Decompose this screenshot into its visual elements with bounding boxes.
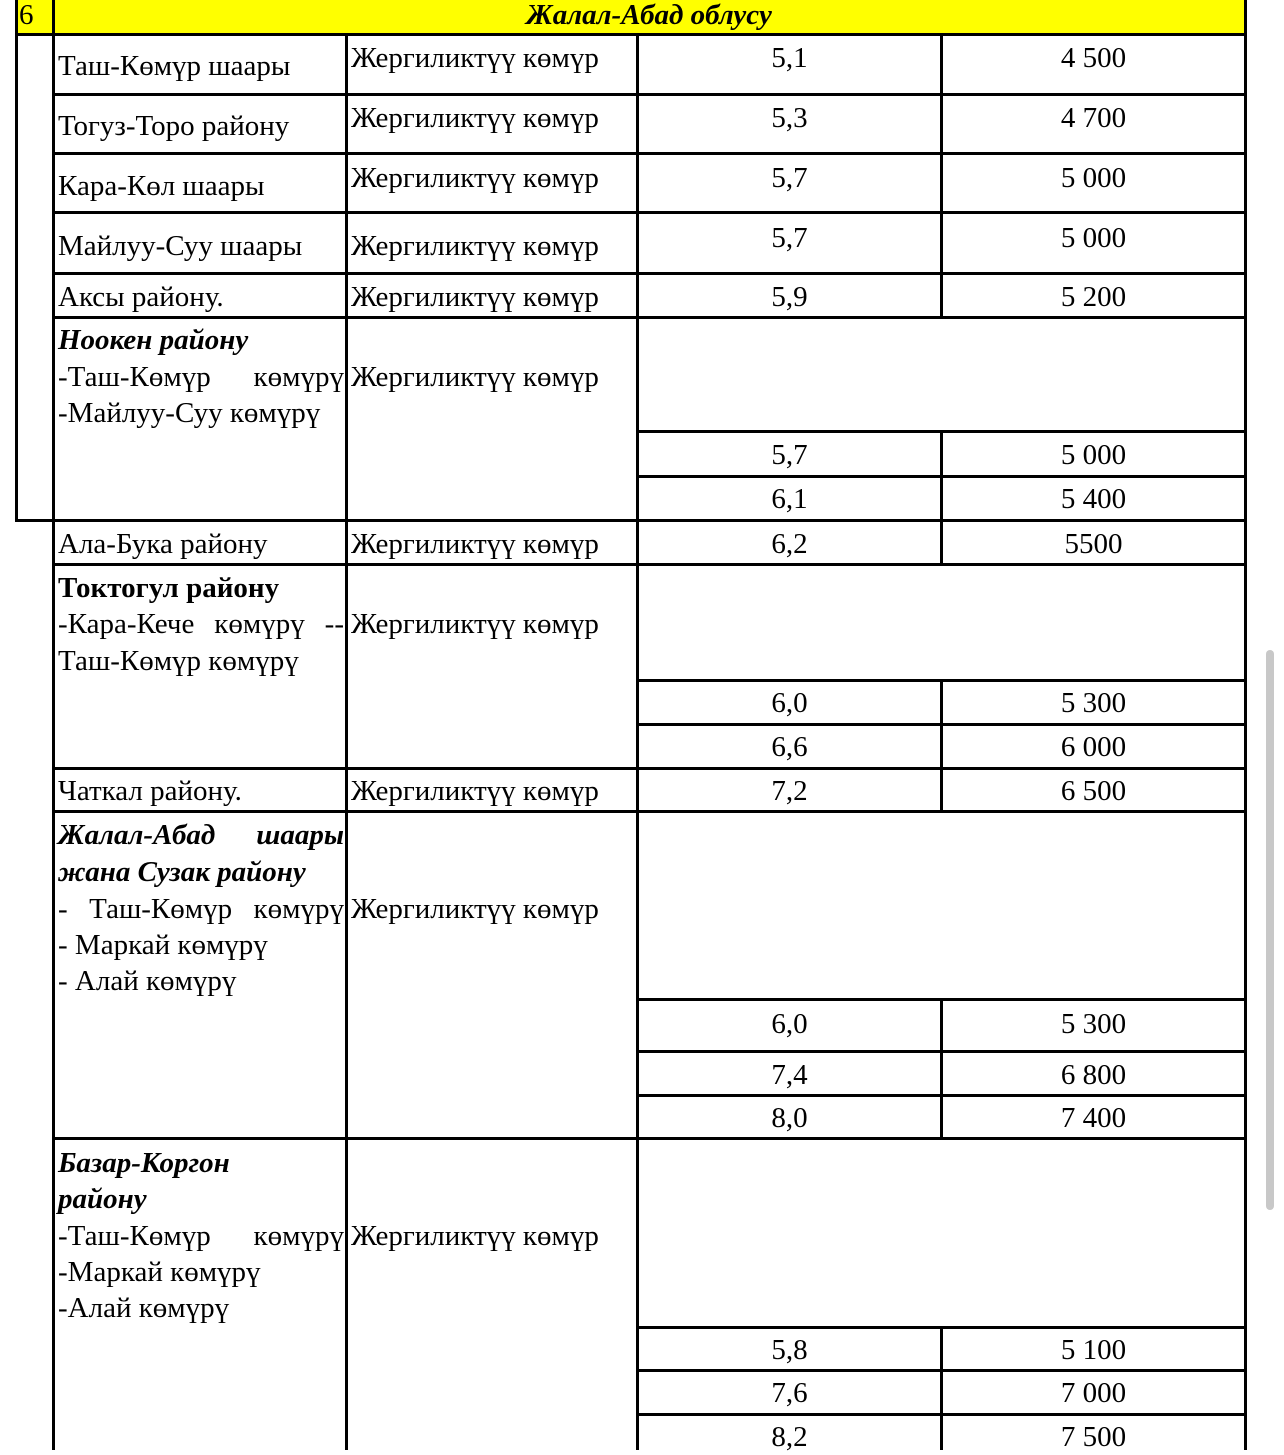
toktogul-value-1: 6,6 <box>771 731 808 763</box>
nooken-value-1: 5,7 <box>771 439 808 471</box>
row-value-2: 4 500 <box>1060 42 1127 74</box>
toktogul-value-2: 6 000 <box>1060 731 1127 763</box>
row-value-1: 5,1 <box>771 42 808 74</box>
chatkal-fuel: Жергиликтүү көмүр <box>351 775 599 807</box>
nooken-line-2: -Майлуу-Суу көмүрү <box>58 397 321 429</box>
row-value-1: 5,9 <box>771 281 808 313</box>
nooken-value-1: 6,1 <box>771 483 808 515</box>
bazarkorgon-fuel: Жергиликтүү көмүр <box>351 1220 599 1252</box>
nooken-title: Ноокен району <box>58 324 249 356</box>
alabuka-value-1: 6,2 <box>771 528 808 560</box>
jalalabad-line-2: - Маркай көмүрү <box>58 929 268 961</box>
nooken-value-2: 5 000 <box>1060 439 1127 471</box>
jalalabad-value-2: 7 400 <box>1060 1102 1127 1134</box>
nooken-value-2: 5 400 <box>1060 483 1127 515</box>
chatkal-value-1: 7,2 <box>771 775 808 807</box>
nooken-line-1: -Таш-Көмүр көмүрү <box>58 361 344 393</box>
toktogul-value-1: 6,0 <box>771 687 808 719</box>
alabuka-value-2: 5500 <box>1064 528 1123 560</box>
chatkal-name: Чаткал району. <box>58 775 242 807</box>
border-col2 <box>345 34 348 1450</box>
toktogul-line-1: -Кара-Кече көмүрү -- <box>58 608 344 640</box>
bazarkorgon-value-2: 7 500 <box>1060 1421 1127 1453</box>
chatkal-value-2: 6 500 <box>1060 775 1127 807</box>
row-name: Аксы району. <box>58 281 224 313</box>
jalalabad-value-1: 8,0 <box>771 1102 808 1134</box>
bazarkorgon-title-1: Базар-Коргон <box>58 1147 230 1179</box>
bazarkorgon-line-1: -Таш-Көмүр көмүрү <box>58 1220 344 1252</box>
row-name: Таш-Көмүр шаары <box>58 50 291 82</box>
row-value-2: 4 700 <box>1060 102 1127 134</box>
nooken-fuel: Жергиликтүү көмүр <box>351 361 599 393</box>
section-number: 6 <box>19 0 34 31</box>
toktogul-line-2: Таш-Көмүр көмүрү <box>58 645 299 677</box>
row-value-2: 5 000 <box>1060 222 1127 254</box>
row-fuel: Жергиликтүү көмүр <box>351 230 599 262</box>
jalalabad-title-1: Жалал-Абад шаары <box>58 819 344 851</box>
row-value-2: 5 200 <box>1060 281 1127 313</box>
row-name: Кара-Көл шаары <box>58 170 265 202</box>
toktogul-title: Токтогул району <box>58 572 280 604</box>
jalalabad-value-2: 5 300 <box>1060 1008 1127 1040</box>
jalalabad-value-1: 7,4 <box>771 1059 808 1091</box>
row-name: Майлуу-Суу шаары <box>58 230 303 262</box>
row-value-1: 5,3 <box>771 102 808 134</box>
alabuka-name: Ала-Бука району <box>58 528 268 560</box>
toktogul-value-2: 5 300 <box>1060 687 1127 719</box>
jalalabad-line-1: - Таш-Көмүр көмүрү <box>58 893 344 925</box>
jalalabad-fuel: Жергиликтүү көмүр <box>351 893 599 925</box>
row-fuel: Жергиликтүү көмүр <box>351 42 599 74</box>
bazarkorgon-value-1: 8,2 <box>771 1421 808 1453</box>
row-value-2: 5 000 <box>1060 162 1127 194</box>
row-fuel: Жергиликтүү көмүр <box>351 162 599 194</box>
bazarkorgon-value-1: 7,6 <box>771 1377 808 1409</box>
bazarkorgon-value-1: 5,8 <box>771 1334 808 1366</box>
bazarkorgon-value-2: 5 100 <box>1060 1334 1127 1366</box>
jalalabad-line-3: - Алай көмүрү <box>58 965 237 997</box>
row-value-1: 5,7 <box>771 162 808 194</box>
section-title: Жалал-Абад облусу <box>526 0 772 31</box>
row-value-1: 5,7 <box>771 222 808 254</box>
row-fuel: Жергиликтүү көмүр <box>351 102 599 134</box>
bazarkorgon-line-3: -Алай көмүрү <box>58 1292 230 1324</box>
jalalabad-value-1: 6,0 <box>771 1008 808 1040</box>
jalalabad-title-2: жана Сузак району <box>58 856 306 888</box>
toktogul-fuel: Жергиликтүү көмүр <box>351 608 599 640</box>
alabuka-fuel: Жергиликтүү көмүр <box>351 528 599 560</box>
vertical-scrollbar[interactable] <box>1266 650 1274 1210</box>
row-fuel: Жергиликтүү көмүр <box>351 281 599 313</box>
border-left <box>15 0 18 520</box>
bazarkorgon-title-2: району <box>58 1183 147 1215</box>
bazarkorgon-line-2: -Маркай көмүрү <box>58 1256 261 1288</box>
row-name: Тогуз-Торо району <box>58 110 290 142</box>
jalalabad-value-2: 6 800 <box>1060 1059 1127 1091</box>
bazarkorgon-value-2: 7 000 <box>1060 1377 1127 1409</box>
border-col1 <box>52 0 55 1450</box>
